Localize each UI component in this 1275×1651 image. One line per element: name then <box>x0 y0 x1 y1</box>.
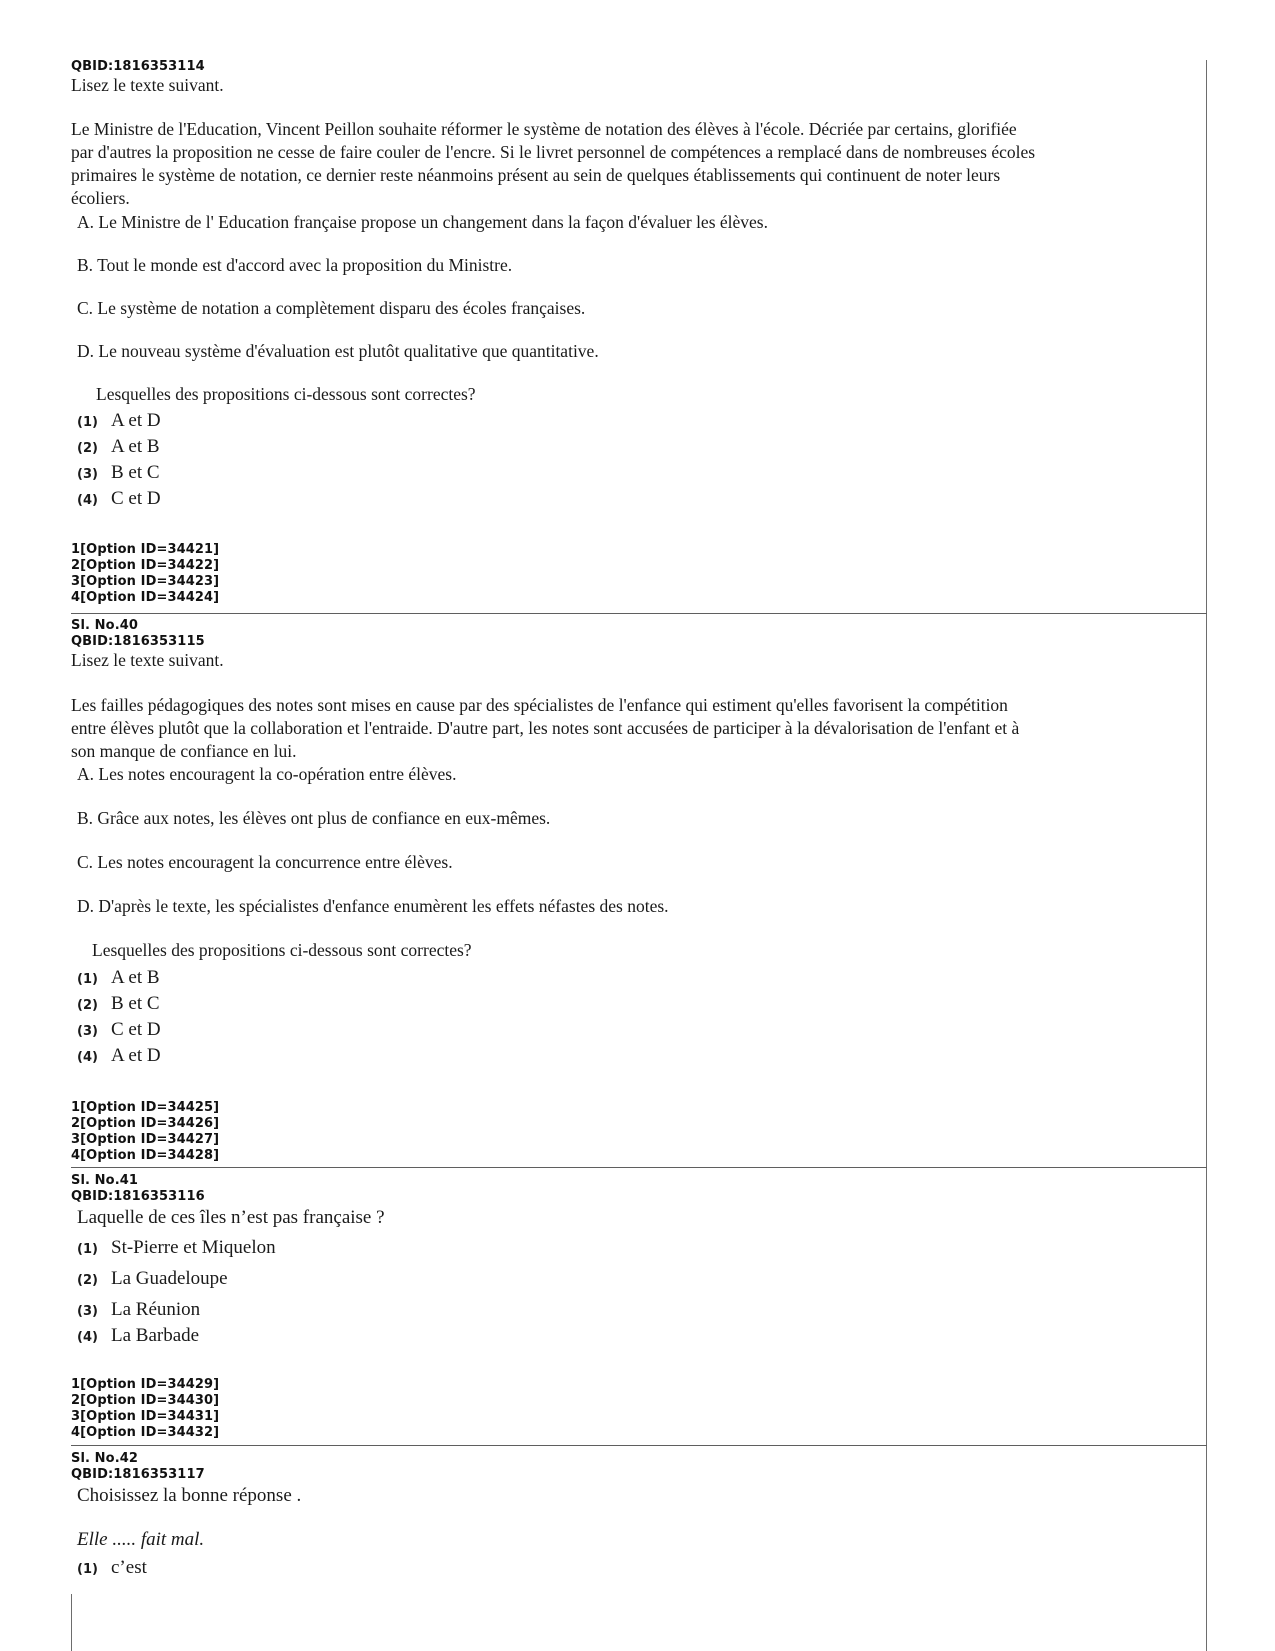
option-text: c’est <box>111 1557 147 1578</box>
option-id-list <box>71 542 219 606</box>
statement-c: C. Les notes encouragent la concurrence entre élèves. <box>77 852 453 872</box>
option-number: (1) <box>77 415 98 430</box>
option-3 <box>77 462 160 484</box>
option-text: C et D <box>111 1019 161 1040</box>
option-1 <box>77 410 161 432</box>
passage <box>71 118 1207 210</box>
option-id: 1[Option ID=34425] <box>71 1100 220 1115</box>
passage-line: primaires le système de notation, ce dernier reste néanmoins présent au sein de quelques établissements qui continuent de noter leurs <box>71 165 1001 185</box>
option-number: (4) <box>77 1050 98 1065</box>
serial-number: Sl. No.40 <box>71 618 139 633</box>
option-id: 2[Option ID=34426] <box>71 1116 220 1131</box>
qbid-label: QBID:1816353117 <box>71 1467 205 1482</box>
serial-number: Sl. No.42 <box>71 1451 139 1466</box>
qbid-label: QBID:1816353115 <box>71 634 205 649</box>
option-3 <box>77 1019 161 1041</box>
statement-c: C. Le système de notation a complètement disparu des écoles françaises. <box>77 298 586 318</box>
option-number: (1) <box>77 1562 98 1577</box>
qbid-label: QBID:1816353114 <box>71 59 205 74</box>
option-number: (4) <box>77 1330 98 1345</box>
statement-b: B. Grâce aux notes, les élèves ont plus de confiance en eux-mêmes. <box>77 808 551 828</box>
serial-number: Sl. No.41 <box>71 1173 139 1188</box>
option-1 <box>77 1237 276 1259</box>
fill-in-sentence: Elle ..... fait mal. <box>77 1529 205 1550</box>
option-1 <box>77 967 160 989</box>
statement-a: A. Le Ministre de l' Education française propose un changement dans la façon d'évaluer les élèves. <box>77 212 768 232</box>
passage <box>71 694 1207 763</box>
passage-line: entre élèves plutôt que la collaboration et l'entraide. D'autre part, les notes sont accusées de participer à la dévalorisation de l'enfant et à <box>71 718 1020 738</box>
option-3 <box>77 1299 200 1321</box>
question-text: Laquelle de ces îles n’est pas française ? <box>77 1207 385 1228</box>
option-id: 2[Option ID=34422] <box>71 558 220 573</box>
question-text: Choisissez la bonne réponse . <box>77 1485 302 1506</box>
option-text: St-Pierre et Miquelon <box>111 1237 276 1258</box>
option-text: La Barbade <box>111 1325 200 1346</box>
option-number: (3) <box>77 467 98 482</box>
option-text: A et B <box>111 436 160 457</box>
option-number: (3) <box>77 1304 98 1319</box>
passage-line: Les failles pédagogiques des notes sont mises en cause par des spécialistes de l'enfance qui estiment qu'elles favorisent la compétition <box>71 695 1008 715</box>
option-id: 4[Option ID=34428] <box>71 1148 220 1163</box>
option-text: B et C <box>111 462 160 483</box>
option-id: 3[Option ID=34431] <box>71 1409 220 1424</box>
option-id: 4[Option ID=34424] <box>71 590 220 605</box>
passage-line: Le Ministre de l'Education, Vincent Peillon souhaite réformer le système de notation des élèves à l'école. Décriée par certains, glorifiée <box>71 119 1017 139</box>
question-sheet <box>71 0 1208 1651</box>
passage-line: son manque de confiance en lui. <box>71 741 297 761</box>
question-block-39 <box>71 58 1207 608</box>
option-number: (1) <box>77 1242 98 1257</box>
option-4 <box>77 1045 161 1067</box>
option-text: B et C <box>111 993 160 1014</box>
option-1 <box>77 1557 147 1579</box>
option-id: 3[Option ID=34423] <box>71 574 220 589</box>
option-text: A et D <box>111 1045 161 1066</box>
passage-line: écoliers. <box>71 188 130 208</box>
option-number: (3) <box>77 1024 98 1039</box>
option-id: 3[Option ID=34427] <box>71 1132 220 1147</box>
question-block-40 <box>71 613 1207 1167</box>
option-text: A et D <box>111 410 161 431</box>
option-text: A et B <box>111 967 160 988</box>
option-id: 4[Option ID=34432] <box>71 1425 220 1440</box>
option-id: 2[Option ID=34430] <box>71 1393 220 1408</box>
question-prompt: Lesquelles des propositions ci-dessous sont correctes? <box>96 384 476 404</box>
statement-b: B. Tout le monde est d'accord avec la proposition du Ministre. <box>77 255 513 275</box>
statement-d: D. D'après le texte, les spécialistes d'enfance enumèrent les effets néfastes des notes. <box>77 896 669 916</box>
question-prompt: Lesquelles des propositions ci-dessous sont correctes? <box>92 940 472 960</box>
option-text: C et D <box>111 488 161 509</box>
option-number: (1) <box>77 972 98 987</box>
question-block-42 <box>71 1445 1207 1651</box>
option-number: (2) <box>77 441 98 456</box>
option-id-list <box>71 1100 219 1164</box>
option-number: (4) <box>77 493 98 508</box>
option-2 <box>77 436 160 458</box>
option-number: (2) <box>77 1273 98 1288</box>
option-id: 1[Option ID=34429] <box>71 1377 220 1392</box>
qbid-label: QBID:1816353116 <box>71 1189 205 1204</box>
option-text: La Réunion <box>111 1299 201 1320</box>
option-text: La Guadeloupe <box>111 1268 228 1289</box>
statement-a: A. Les notes encouragent la co-opération entre élèves. <box>77 764 457 784</box>
statement-d: D. Le nouveau système d'évaluation est plutôt qualitative que quantitative. <box>77 341 599 361</box>
option-id: 1[Option ID=34421] <box>71 542 220 557</box>
option-id-list <box>71 1377 219 1441</box>
option-4 <box>77 488 161 510</box>
option-4 <box>77 1325 199 1347</box>
option-2 <box>77 993 160 1015</box>
intro-text: Lisez le texte suivant. <box>71 75 224 95</box>
passage-line: par d'autres la proposition ne cesse de faire couler de l'encre. Si le livret personnel de compétences a remplacé dans de nombreuses écoles <box>71 142 1036 162</box>
question-block-41 <box>71 1167 1207 1445</box>
intro-text: Lisez le texte suivant. <box>71 650 224 670</box>
option-number: (2) <box>77 998 98 1013</box>
option-2 <box>77 1268 228 1290</box>
